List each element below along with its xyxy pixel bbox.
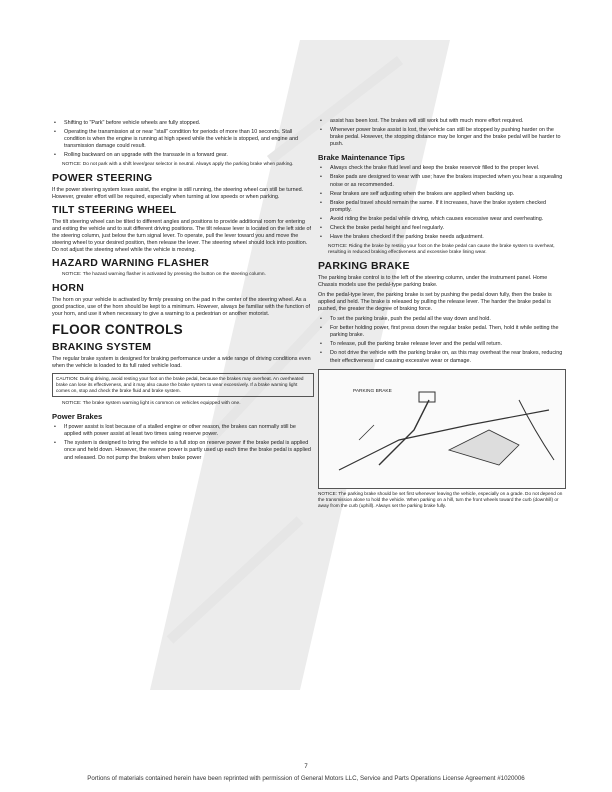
power-steering-heading: POWER STEERING <box>52 171 153 184</box>
list-item: • Shifting to "Park" before vehicle wheels are fully stopped. <box>64 120 314 127</box>
list-item: • For better holding power, first press down the regular brake pedal. Then, hold it while setting the parking brake. <box>330 325 566 339</box>
maintenance-notice: NOTICE: Riding the brake by resting your foot on the brake pedal can cause the brake system to overheat, resulting in reduced braking effectiveness and excessive brake lining wear. <box>328 244 555 256</box>
list-item: • If power assist is lost because of a stalled engine or other reason, the brakes can normally still be applied with power assist at least two times using reserve power. <box>64 424 314 438</box>
list-item: • Always check the brake fluid level and keep the brake reservoir filled to the proper level. <box>330 165 566 172</box>
list-item: • Have the brakes checked if the parking brake needs adjustment. <box>330 234 566 241</box>
parking-brake-text-2: On the pedal-type lever, the parking brake is set by pushing the pedal down fully, then the brake is applied and held. The brake is released by pulling the release lever. The harder the brake pedal is pushed, the greater the degree of braking force. <box>318 291 552 312</box>
braking-system-text: The regular brake system is designed for braking performance under a wide range of driving conditions even when the vehicle is loaded to its full rated vehicle load. <box>52 355 311 369</box>
power-brakes-heading: Power Brakes <box>52 412 103 422</box>
list-item: • assist has been lost. The brakes will still work but with much more effort required. <box>330 118 566 125</box>
horn-text: The horn on your vehicle is activated by firmly pressing on the pad in the center of the steering wheel. As a good practice, use of the horn should be kept to a minimum. However, always be familiar with the function of your horn, and use it when necessary to give a warning to a pedestrian or another motorist. <box>52 296 310 317</box>
floor-controls-heading: FLOOR CONTROLS <box>52 321 183 337</box>
list-item: • Whenever power brake assist is lost, the vehicle can still be stopped by pushing harder on the brake pedal. However, the stopping distance may be longer and the brake pedal will be harder to push. <box>330 127 566 148</box>
figure-caption: NOTICE: The parking brake should be set first whenever leaving the vehicle, especially on a grade. Do not depend on the transmission alone to hold the vehicle. When parking on a hill, turn the front wheels toward the curb (downhill) or away from the curb (uphill). Always set the parking brake fully. <box>318 490 563 508</box>
intro-notice: NOTICE: Do not park with a shift lever/gear selector in neutral. Always apply the parking brake when parking. <box>62 162 294 168</box>
list-item: • Check the brake pedal height and feel regularly. <box>330 225 566 232</box>
list-item: • Operating the transmission at or near "stall" condition for periods of more than 10 seconds. Stall condition is when the engine is running at high speed while the vehicle is stopped, and engine and transmission damage could result. <box>64 129 314 150</box>
list-item: • Rolling backward on an upgrade with the transaxle in a forward gear. <box>64 152 314 159</box>
figure-label: PARKING BRAKE <box>353 388 392 394</box>
caution-box: CAUTION: During driving, avoid resting your foot on the brake pedal, because the brakes may overheat. An overheated brake can lose its effectiveness, and it may also cause the brake system to wear excessively. If a brake warning light comes on, stop and check the brake fluid and brake system. <box>52 373 314 397</box>
power-steering-text: If the power steering system loses assist, the engine is still running, the steering wheel can still be turned. However, greater effort will be required, especially when turning at low speeds or when parking. <box>52 186 304 200</box>
list-item: • Avoid riding the brake pedal while driving, which causes excessive wear and overheating. <box>330 216 566 223</box>
tilt-steering-heading: TILT STEERING WHEEL <box>52 203 177 216</box>
left-column <box>52 120 314 465</box>
parking-brake-figure <box>318 369 566 489</box>
parking-brake-heading: PARKING BRAKE <box>318 259 410 272</box>
power-brakes-bullets <box>52 424 314 461</box>
hazard-notice: NOTICE: The hazard warning flasher is activated by pressing the button on the steering column. <box>62 272 266 278</box>
page-number: 7 <box>304 764 308 770</box>
list-item: • Brake pads are designed to wear with use; have the brakes inspected when you hear a squealing noise or as recommended. <box>330 174 566 188</box>
list-item: • Brake pedal travel should remain the same. If it increases, have the brake system checked promptly. <box>330 200 566 214</box>
tilt-steering-text: The tilt steering wheel can be tilted to different angles and positions to provide additional room for entering and exiting the vehicle and to suit different driving positions. The tilt release lever is located on the left side of the steering column, just below the turn signal lever. To operate, pull the lever toward you and move the steering wheel to your desired position, then release the lever. The steering wheel should lock into position. Do not adjust the steering wheel while the vehicle is moving. <box>52 218 312 254</box>
right-column <box>318 118 566 509</box>
hazard-heading: HAZARD WARNING FLASHER <box>52 257 210 270</box>
parking-brake-bullets <box>318 316 566 365</box>
list-item: • Do not drive the vehicle with the parking brake on, as this may overheat the rear brakes, reducing their effectiveness and causing excessive wear or damage. <box>330 350 566 364</box>
intro-bullets <box>52 120 314 159</box>
list-item: • The system is designed to bring the vehicle to a full stop on reserve power if the brake pedal is applied once and held down. However, the reserve power is partly used up each time the brake pedal is applied and released. Do not pump the brakes when brake power <box>64 440 314 461</box>
list-item: • Rear brakes are self adjusting when the brakes are applied when backing up. <box>330 191 566 198</box>
footer-notice: Portions of materials contained herein have been reprinted with permission of General Motors LLC, Service and Parts Operations License Agreement #1020006 <box>87 775 525 782</box>
braking-system-heading: BRAKING SYSTEM <box>52 340 152 353</box>
parking-brake-text: The parking brake control is to the left of the steering column, under the instrument panel. Home Chassis models use the pedal-type parking brake. <box>318 274 548 288</box>
maintenance-bullets <box>318 165 566 241</box>
brake-maintenance-heading: Brake Maintenance Tips <box>318 153 405 163</box>
continued-bullets <box>318 118 566 148</box>
list-item: • To release, pull the parking brake release lever and the pedal will return. <box>330 341 566 348</box>
horn-heading: HORN <box>52 281 85 294</box>
brake-notice: NOTICE: The brake system warning light is common on vehicles equipped with one. <box>62 401 241 406</box>
list-item: • To set the parking brake, push the pedal all the way down and hold. <box>330 316 566 323</box>
